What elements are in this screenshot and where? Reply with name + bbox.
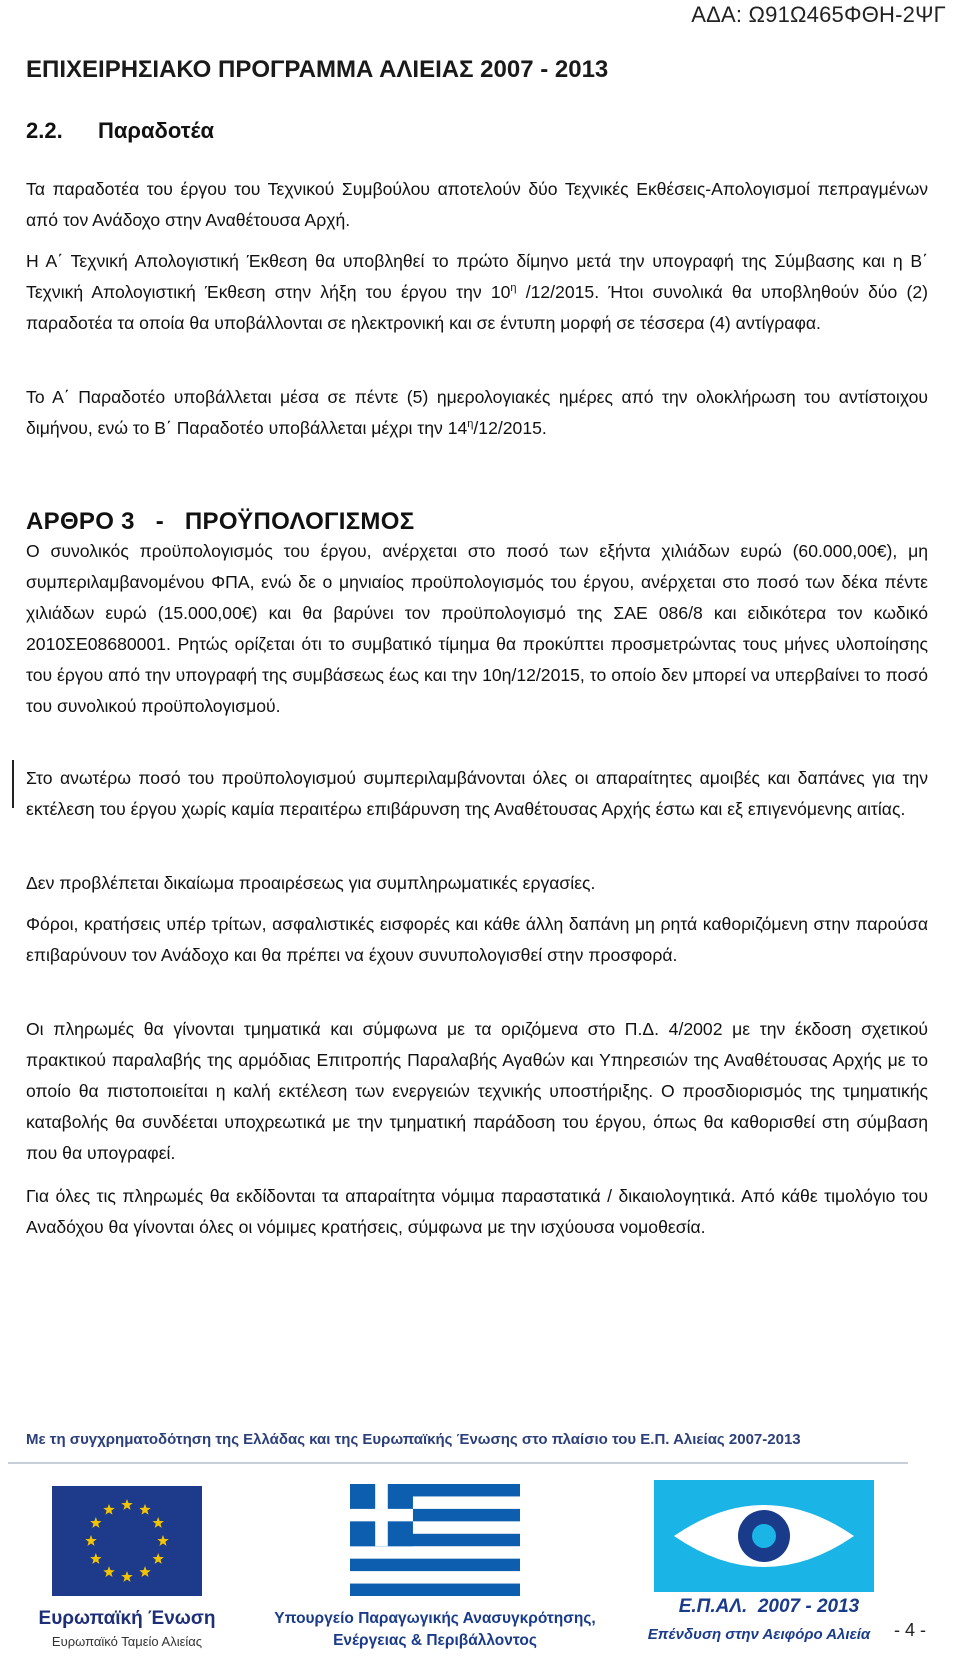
section-number: 2.2. (26, 118, 63, 143)
epal-title: Ε.Π.ΑΛ. 2007 - 2013 (678, 1596, 860, 1617)
deliverables-paragraph-2: Η Α΄ Τεχνική Απολογιστική Έκθεση θα υποβληθεί το πρώτο δίμηνο μετά την υπογραφή της Σύμβασης και η Β΄ Τεχνική Απολογιστική Έκθεση στην λήξη του έργου την $10^\eta$ /12/2015. Ήτοι συνολικά θα υποβληθούν δύο (2) παραδοτέα τα οποία θα υποβάλλονται σε ηλεκτρονική και σε έντυπη μορφή σε τέσσερα (4) αντίγραφα. (26, 251, 928, 333)
payments-paragraph: Οι πληρωμές θα γίνονται τμηματικά και σύμφωνα με τα οριζόμενα στο Π.Δ. 4/2002 με την έκδοση σχετικού πρακτικού παραλαβής της αρμόδιας Επιτροπής Παραλαβής Αγαθών και Υπηρεσιών της Αναθέτουσας Αρχής με το οποίο θα πιστοποιείται η καλή εκτέλεση των ενεργειών τεχνικής υποστήριξης. Ο προσδιορισμός της τμηματικής καταβολής θα συνδέεται υποχρεωτικά με την τμηματική παράδοση του έργου, όπως θα καθορισθεί στη σύμβαση που θα υπογραφεί. (26, 1019, 928, 1163)
included-costs-paragraph: Στο ανωτέρω ποσό του προϋπολογισμού συμπεριλαμβάνονται όλες οι απαραίτητες αμοιβές και δαπάνες για την εκτέλεση του έργου χωρίς καμία περαιτέρω επιβάρυνση της Αναθέτουσας Αρχής έστω και εξ επιγενόμενης αιτίας. (26, 768, 928, 819)
section-title: Παραδοτέα (98, 118, 214, 143)
section-heading (26, 118, 214, 144)
deliverables-paragraph-3: Το Α΄ Παραδοτέο υποβάλλεται μέσα σε πέντε (5) ημερολογιακές ημέρες από την ολοκλήρωση του αντίστοιχου διμήνου, ενώ το Β΄ Παραδοτέο υποβάλλεται μέχρι την $14^\eta/12/2015$. (26, 387, 928, 438)
eu-fund-name: Ευρωπαϊκό Ταμείο Αλιείας (51, 1634, 203, 1649)
invoices-paragraph: Για όλες τις πληρωμές θα εκδίδονται τα απαραίτητα νόμιμα παραστατικά / δικαιολογητικά. Από κάθε τιμολόγιο του Αναδόχου θα γίνονται όλες οι νόμιμες κρατήσεις, σύμφωνα με την ισχύουσα νομοθεσία. (26, 1186, 928, 1237)
article-title: ΑΡΘΡΟ 3 - ΠΡΟΫΠΟΛΟΓΙΣΜΟΣ (26, 508, 415, 535)
revision-margin-bar (12, 760, 14, 808)
ada-code: ΑΔΑ: Ω91Ω465ΦΘΗ-2ΨΓ (691, 2, 946, 27)
eu-flag-icon (52, 1486, 202, 1596)
budget-paragraph: Ο συνολικός προϋπολογισμός του έργου, ανέρχεται στο ποσό των εξήντα χιλιάδων ευρώ (60.000,00€), μη συμπεριλαμβανομένου ΦΠΑ, ενώ δε ο μηνιαίος προϋπολογισμός του έργου, ανέρχεται στο ποσό των δέκα πέντε χιλιάδων ευρώ (15.000,00€) και θα βαρύνει τον προϋπολογισμό της ΣΑΕ 086/8 και ειδικότερα τον κωδικό 2010ΣΕ08680001. Ρητώς ορίζεται ότι το συμβατικό τίμημα θα προκύπτει προσμετρώντας τους μήνες υλοποίησης του έργου από την υπογραφή της συμβάσεως έως και την 10η/12/2015, το οποίο δεν μπορεί να υπερβαίνει το ποσό του συνολικού προϋπολογισμού. (26, 541, 928, 716)
cofunding-caption: Με τη συγχρηματοδότηση της Ελλάδας και της Ευρωπαϊκής Ένωσης στο πλαίσιο του Ε.Π. Αλιείας 2007-2013 (26, 1431, 801, 1448)
page-number: - 4 - (894, 1620, 927, 1640)
eu-name: Ευρωπαϊκή Ένωση (38, 1608, 216, 1629)
no-options-paragraph: Δεν προβλέπεται δικαίωμα προαιρέσεως για συμπληρωματικές εργασίες. (26, 873, 596, 893)
deliverables-paragraph-1: Τα παραδοτέα του έργου του Τεχνικού Συμβούλου αποτελούν δύο Τεχνικές Εκθέσεις-Απολογισμοί πεπραγμένων από τον Ανάδοχο στην Αναθέτουσα Αρχή. (26, 179, 928, 230)
fish-eye-logo-icon (654, 1480, 874, 1592)
footer-divider (8, 1462, 908, 1464)
epal-slogan: Επένδυση στην Αειφόρο Αλιεία (647, 1626, 871, 1643)
taxes-paragraph: Φόροι, κρατήσεις υπέρ τρίτων, ασφαλιστικές εισφορές και κάθε άλλη δαπάνη μη ρητά καθοριζόμενη στην παρούσα επιβαρύνουν τον Ανάδοχο και θα πρέπει να έχουν συνυπολογισθεί στην προσφορά. (26, 914, 928, 965)
document-header-title: ΕΠΙΧΕΙΡΗΣΙΑΚΟ ΠΡΟΓΡΑΜΜΑ ΑΛΙΕΙΑΣ 2007 - 2013 (26, 56, 609, 83)
ministry-name: Υπουργείο Παραγωγικής Ανασυγκρότησης, Ενέργειας & Περιβάλλοντος (274, 1610, 596, 1649)
greek-flag-icon (350, 1484, 520, 1596)
